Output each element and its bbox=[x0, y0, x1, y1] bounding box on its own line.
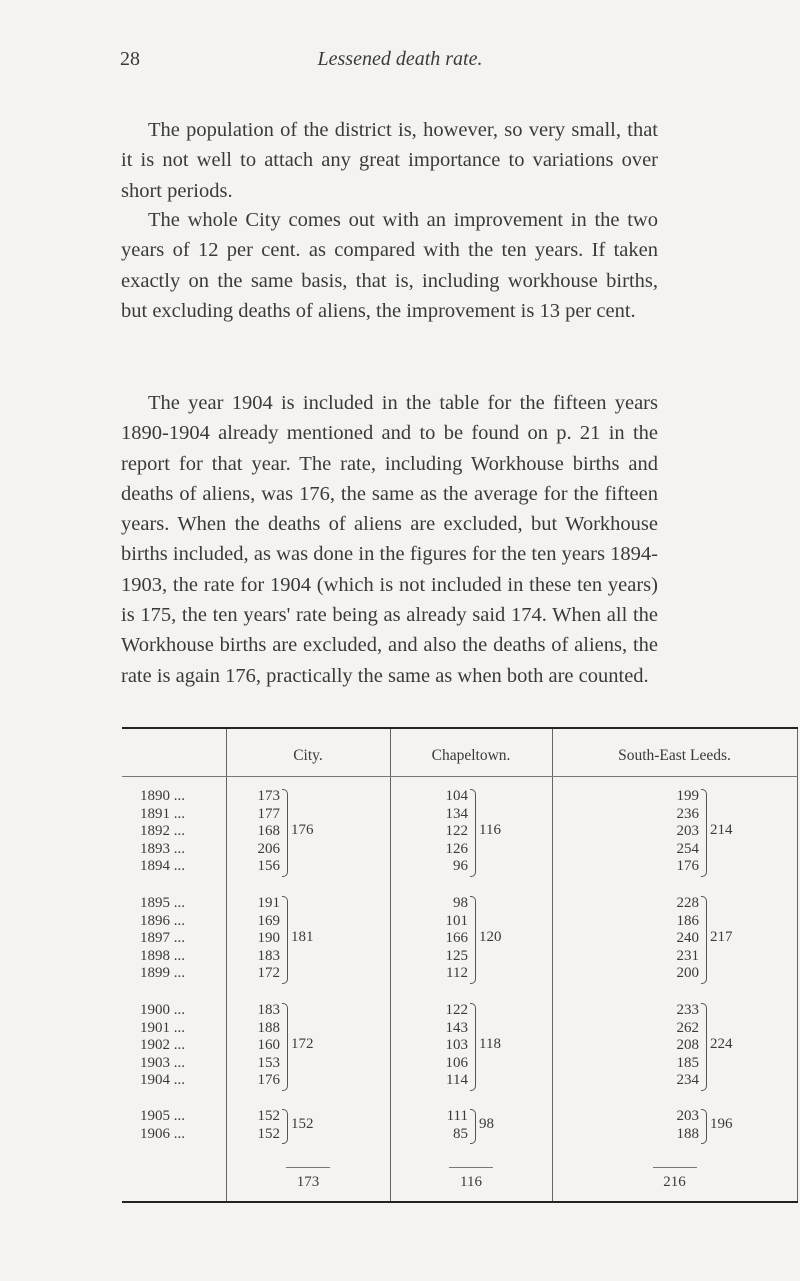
southeast-value: 188 bbox=[676, 1125, 699, 1142]
chapeltown-value: 101 bbox=[445, 912, 468, 929]
year-value: 1903 bbox=[140, 1054, 170, 1071]
paragraph-1: The population of the district is, however, so very small, that it is not well to attach any great importance to variations over short periods. bbox=[121, 119, 658, 202]
chapeltown-value: 122 bbox=[445, 823, 468, 840]
chapeltown-average: 98 bbox=[479, 1115, 494, 1132]
leader-dots: ... bbox=[170, 930, 185, 947]
leader-dots: ... bbox=[170, 1037, 185, 1054]
grouping-brace bbox=[282, 1003, 288, 1091]
year-value: 1897 bbox=[140, 930, 170, 947]
leader-dots: ... bbox=[170, 1054, 185, 1071]
southeast-value: 203 bbox=[676, 823, 699, 840]
year-label bbox=[140, 912, 224, 931]
leader-dots: ... bbox=[170, 965, 185, 982]
southeast-average: 224 bbox=[710, 1036, 733, 1052]
chapeltown-value: 85 bbox=[453, 1125, 468, 1142]
year-value: 1895 bbox=[140, 895, 170, 911]
year-value: 1890 bbox=[140, 788, 170, 804]
header-rule bbox=[122, 776, 798, 777]
year-label bbox=[140, 894, 224, 913]
leader-dots: ... bbox=[170, 1072, 185, 1089]
year-value: 1900 bbox=[140, 1002, 170, 1018]
leader-dots: ... bbox=[170, 823, 185, 840]
southeast-value: 186 bbox=[676, 912, 699, 929]
southeast-value: 176 bbox=[676, 858, 699, 875]
year-label bbox=[140, 1071, 224, 1090]
chapeltown-total: 116 bbox=[460, 1174, 482, 1190]
leader-dots: ... bbox=[170, 947, 185, 964]
page-number: 28 bbox=[120, 48, 140, 70]
city-total: 173 bbox=[296, 1174, 320, 1190]
chapeltown-value: 114 bbox=[446, 1072, 468, 1089]
southeast-value: 234 bbox=[676, 1072, 699, 1089]
southeast-value: 233 bbox=[676, 1002, 699, 1018]
year-label bbox=[140, 947, 224, 966]
southeast-value: 200 bbox=[676, 965, 699, 982]
city-value: 173 bbox=[257, 788, 280, 804]
year-label bbox=[140, 929, 224, 948]
chapeltown-value: 125 bbox=[445, 947, 468, 964]
chapeltown-value: 112 bbox=[446, 965, 468, 982]
leader-dots: ... bbox=[170, 1019, 185, 1036]
column-divider bbox=[797, 729, 798, 1201]
city-average: 172 bbox=[291, 1036, 314, 1052]
city-value: 191 bbox=[257, 895, 280, 911]
year-value: 1901 bbox=[140, 1019, 170, 1036]
southeast-average: 217 bbox=[710, 929, 733, 945]
chapeltown-value: 122 bbox=[445, 1002, 468, 1018]
year-label bbox=[140, 1125, 224, 1144]
column-header-southeast: South-East Leeds. bbox=[618, 747, 731, 764]
city-average: 152 bbox=[291, 1115, 314, 1132]
year-value: 1899 bbox=[140, 965, 170, 982]
grouping-brace bbox=[282, 896, 288, 984]
chapeltown-value: 111 bbox=[446, 1108, 468, 1124]
grouping-brace bbox=[282, 789, 288, 877]
year-label bbox=[140, 822, 224, 841]
chapeltown-average: 120 bbox=[479, 929, 502, 945]
table-top-rule bbox=[122, 727, 798, 729]
southeast-value: 240 bbox=[676, 930, 699, 947]
city-average: 176 bbox=[291, 822, 314, 838]
grouping-brace bbox=[701, 1003, 707, 1091]
southeast-value: 199 bbox=[676, 788, 699, 804]
year-value: 1893 bbox=[140, 840, 170, 857]
leader-dots: ... bbox=[170, 840, 185, 857]
year-label bbox=[140, 1107, 224, 1126]
year-label bbox=[140, 840, 224, 859]
leader-dots: ... bbox=[170, 1125, 185, 1142]
year-value: 1905 bbox=[140, 1108, 170, 1124]
paragraph-2: The whole City comes out with an improvement in the two years of 12 per cent. as compared with the ten years. If taken exactly on the same basis, that is, including workhouse births, but excluding deaths of aliens, the improvement is 13 per cent. bbox=[121, 209, 658, 322]
table-bottom-rule bbox=[122, 1201, 798, 1203]
year-label bbox=[140, 857, 224, 876]
chapeltown-value: 134 bbox=[445, 805, 468, 822]
southeast-value: 203 bbox=[676, 1108, 699, 1124]
year-value: 1902 bbox=[140, 1037, 170, 1054]
city-value: 168 bbox=[257, 823, 280, 840]
leader-dots: ... bbox=[170, 805, 185, 822]
leader-dots: ... bbox=[170, 895, 185, 911]
column-header-city: City. bbox=[293, 747, 323, 764]
leader-dots: ... bbox=[170, 788, 185, 804]
year-label bbox=[140, 1036, 224, 1055]
death-rate-table bbox=[122, 727, 798, 1203]
year-label bbox=[140, 964, 224, 983]
city-value: 176 bbox=[257, 1072, 280, 1089]
grouping-brace bbox=[470, 789, 476, 877]
city-value: 177 bbox=[257, 805, 280, 822]
southeast-total: 216 bbox=[663, 1174, 686, 1190]
column-divider bbox=[226, 729, 227, 1201]
city-average: 181 bbox=[291, 929, 314, 945]
year-value: 1906 bbox=[140, 1125, 170, 1142]
southeast-value: 228 bbox=[676, 895, 699, 911]
year-label bbox=[140, 1001, 224, 1020]
southeast-value: 208 bbox=[676, 1037, 699, 1054]
paragraph-3: The year 1904 is included in the table for the fifteen years 1890-1904 already mentioned and to be found on p. 21 in the report for that year. The rate, including Workhouse births and deaths of aliens, was 176, the same as the average for the fifteen years. When the deaths of aliens are excluded, but Workhouse births included, as was done in the figures for the ten years 1894-1903, the rate for 1904 (which is not included in these ten years) is 175, the ten years' rate being as already said 174. When all the Workhouse births are excluded, and also the deaths of aliens, the rate is again 176, practically the same as when both are counted. bbox=[121, 392, 658, 687]
year-value: 1892 bbox=[140, 823, 170, 840]
year-value: 1894 bbox=[140, 858, 170, 875]
grouping-brace bbox=[701, 1109, 707, 1144]
leader-dots: ... bbox=[170, 1108, 185, 1124]
year-value: 1891 bbox=[140, 805, 170, 822]
city-value: 152 bbox=[257, 1125, 280, 1142]
grouping-brace bbox=[470, 896, 476, 984]
year-label bbox=[140, 1019, 224, 1038]
city-value: 188 bbox=[257, 1019, 280, 1036]
column-divider bbox=[552, 729, 553, 1201]
column-divider bbox=[390, 729, 391, 1201]
city-value: 156 bbox=[257, 858, 280, 875]
city-value: 206 bbox=[257, 840, 280, 857]
chapeltown-value: 103 bbox=[445, 1037, 468, 1054]
year-label bbox=[140, 787, 224, 806]
chapeltown-value: 143 bbox=[445, 1019, 468, 1036]
southeast-value: 254 bbox=[676, 840, 699, 857]
grouping-brace bbox=[470, 1109, 476, 1144]
year-value: 1904 bbox=[140, 1072, 170, 1089]
leader-dots: ... bbox=[170, 858, 185, 875]
city-value: 172 bbox=[257, 965, 280, 982]
chapeltown-value: 106 bbox=[445, 1054, 468, 1071]
chapeltown-value: 126 bbox=[445, 840, 468, 857]
southeast-value: 231 bbox=[676, 947, 699, 964]
grouping-brace bbox=[701, 789, 707, 877]
chapeltown-value: 104 bbox=[445, 788, 468, 804]
grouping-brace bbox=[282, 1109, 288, 1144]
column-header-chapeltown: Chapeltown. bbox=[431, 747, 511, 764]
year-value: 1896 bbox=[140, 912, 170, 929]
southeast-value: 236 bbox=[676, 805, 699, 822]
southeast-average: 214 bbox=[710, 822, 733, 838]
leader-dots: ... bbox=[170, 1002, 185, 1018]
year-label bbox=[140, 1054, 224, 1073]
grouping-brace bbox=[701, 896, 707, 984]
page-header bbox=[120, 48, 680, 78]
chapeltown-average: 118 bbox=[479, 1036, 501, 1052]
chapeltown-value: 98 bbox=[453, 895, 468, 911]
chapeltown-average: 116 bbox=[479, 822, 501, 838]
city-value: 153 bbox=[257, 1054, 280, 1071]
city-value: 160 bbox=[257, 1037, 280, 1054]
city-value: 152 bbox=[257, 1108, 280, 1124]
southeast-average: 196 bbox=[710, 1115, 733, 1132]
city-value: 183 bbox=[257, 947, 280, 964]
total-rule bbox=[286, 1167, 330, 1168]
leader-dots: ... bbox=[170, 912, 185, 929]
southeast-value: 185 bbox=[676, 1054, 699, 1071]
chapeltown-value: 166 bbox=[445, 930, 468, 947]
year-label bbox=[140, 805, 224, 824]
city-value: 183 bbox=[257, 1002, 280, 1018]
southeast-value: 262 bbox=[676, 1019, 699, 1036]
city-value: 190 bbox=[257, 930, 280, 947]
grouping-brace bbox=[470, 1003, 476, 1091]
chapeltown-value: 96 bbox=[453, 858, 468, 875]
running-title: Lessened death rate. bbox=[317, 48, 483, 70]
year-value: 1898 bbox=[140, 947, 170, 964]
total-rule bbox=[653, 1167, 697, 1168]
city-value: 169 bbox=[257, 912, 280, 929]
total-rule bbox=[449, 1167, 493, 1168]
